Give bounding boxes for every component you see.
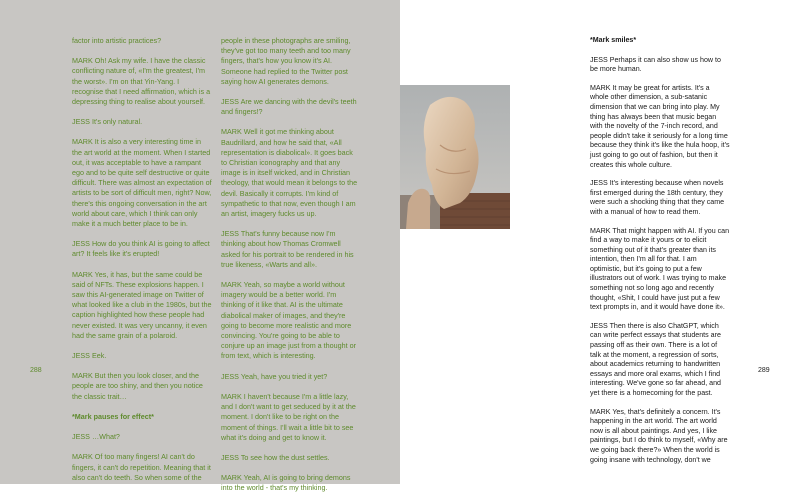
- page-number-left: 288: [30, 367, 42, 374]
- paragraph: MARK Yeah, so maybe a world without imagery would be a better world. I'm thinking of it like that. AI is the ultimate diabolical maker of images, and they're going to become more realistic and more convincing. You're going to be able to conjure up an image just from a thought or from text, which is interesting.: [221, 280, 357, 361]
- paragraph: MARK Well it got me thinking about Baudrillard, and how he said that, «All representation is diabolical». It goes back to Christian iconography and that any image is in itself wicked, and in Christian theology, that would mean it belongs to the devil. Basically it corrupts. I'm kind of sympathetic to that now, even though I am an artist, imagery fucks us up.: [221, 127, 358, 219]
- stage-direction: *Mark smiles*: [590, 36, 637, 44]
- paragraph: MARK It may be great for artists. It's a whole other dimension, a sub-satanic dimension that we can bring into play. My thing has always been that music began with the novelty of the 7-inch record, and people didn't take it seriously for a long time because they think it's like the hula hoop, it's just going to go out of fashion, but then it creates this whole culture.: [590, 83, 730, 169]
- paragraph: JESS …What?: [72, 432, 120, 442]
- paragraph: JESS Are we dancing with the devil's teeth and fingers!?: [221, 97, 357, 117]
- paragraph: MARK That might happen with AI. If you can find a way to make it yours or to elicit something out of it that's greater than its intention, then I'm all for that. I am optimistic, but it's going to put a few illustrators out of work. I was trying to make something not so long ago and recently thought, «Shit, I could have just put a few text prompts in, and it would have done it».: [590, 226, 730, 312]
- page-number-right: 289: [758, 367, 770, 374]
- photo-figure-draped-cloth: [400, 85, 510, 229]
- paragraph: JESS How do you think AI is going to affect art? It feels like it's erupted!: [72, 239, 210, 259]
- paragraph: people in these photographs are smiling, they've got too many teeth and too many fingers, that's how you know it's AI. Someone had replied to the Twitter post saying how AI generates demons.: [221, 36, 351, 86]
- paragraph: MARK I haven't because I'm a little lazy, and I don't want to get seduced by it at the moment. I don't like to be right on the moment of things. I'll wait a little bit to see what it's doing and get to know it.: [221, 391, 356, 442]
- paragraph: factor into artistic practices?: [72, 36, 162, 45]
- paragraph: MARK But then you look closer, and the people are too shiny, and then you notice the classic trait…: [72, 371, 203, 401]
- left-column-2: [221, 36, 359, 504]
- paragraph: MARK It is also a very interesting time in the art world at the moment. When I started out, it was acceptable to have a rampant ego and to be quite self destructive or quite difficult. There was almost an expectation of artists to be sort of difficult men, right? Now, there's this ongoing conversation in the art world about care, which I think can only make it a much better place to be in.: [72, 137, 212, 229]
- paragraph: MARK Yes, that's definitely a concern. It's happening in the art world. The art world now is all about paintings. And yes, I like paintings, but I do think to myself, «Why are we going back there?» When the world is going insane with technology, don't we: [590, 407, 728, 464]
- paragraph: JESS Perhaps it can also show us how to be more human.: [590, 55, 721, 74]
- left-page: [0, 0, 400, 493]
- paragraph: JESS Then there is also ChatGPT, which can write perfect essays that students are passing off as their own. There is a lot of talk at the moment, a regression of sorts, about academics returning to handwritten essays and more oral exams, which I find interesting. We've gone so far ahead, and yet there is a homecoming for the past.: [590, 321, 721, 397]
- paragraph: MARK Yes, it has, but the same could be said of NFTs. These explosions happen. I saw this AI-generated image on Twitter of what looked like a club in the 1980s, but the caption highlighted how these people had never existed. It was very uncanny, it even had the same grain of a polaroid.: [72, 269, 212, 340]
- paragraph: MARK Yeah, AI is going to bring demons into the world - that's my thinking.: [221, 473, 351, 493]
- left-column-1: [72, 36, 212, 493]
- paragraph: JESS It's interesting because when novels first emerged during the 18th century, they were such a shocking thing that they came with a manual of how to read them.: [590, 179, 725, 216]
- paragraph: MARK Of too many fingers! AI can't do fingers, it can't do repetition. Meaning that it also can't do teeth. So when some of the: [72, 452, 211, 482]
- paragraph: JESS It's only natural.: [72, 117, 143, 127]
- paragraph: MARK Oh! Ask my wife. I have the classic conflicting nature of, «I'm the greatest, I'm the worst». I'm on that Yin-Yang. I recognise that I need affirmation, which is a depressing thing to realise about yourself.: [72, 56, 211, 107]
- paragraph: JESS Eek.: [72, 351, 107, 361]
- right-column: [590, 36, 730, 474]
- stage-direction: *Mark pauses for effect*: [72, 411, 154, 421]
- paragraph: JESS Yeah, have you tried it yet?: [221, 371, 328, 381]
- paragraph: JESS That's funny because now I'm thinking about how Thomas Cromwell asked for his portrait to be rendered in his true likeness, «Warts and all».: [221, 229, 354, 269]
- paragraph: JESS To see how the dust settles.: [221, 452, 330, 462]
